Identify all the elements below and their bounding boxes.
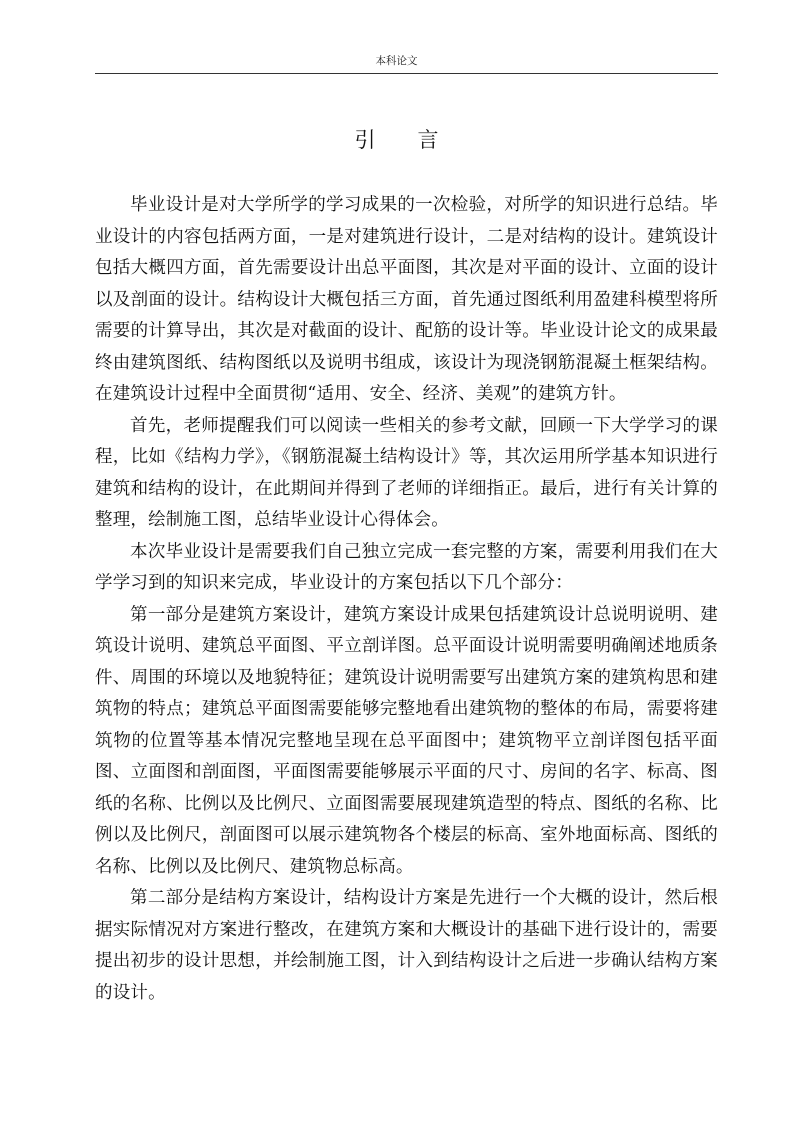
paragraph: 首先，老师提醒我们可以阅读一些相关的参考文献，回顾一下大学学习的课程，比如《结构力学》，《钢筋混凝土结构设计》等，其次运用所学基本知识进行建筑和结构的设计，在此期间并得到了老师的详细指正。最后，进行有关计算的整理，绘制施工图，总结毕业设计心得体会。 (95, 415, 718, 530)
paragraph: 第一部分是建筑方案设计，建筑方案设计成果包括建筑设计总说明说明、建筑设计说明、建筑总平面图、平立剖详图。总平面设计说明需要明确阐述地质条件、周围的环境以及地貌特征；建筑设计说明需要写出建筑方案的建筑构思和建筑物的特点；建筑总平面图需要能够完整地看出建筑物的整体的布局，需要将建筑物的位置等基本情况完整地呈现在总平面图中；建筑物平立剖详图包括平面图、立面图和剖面图，平面图需要能够展示平面的尺寸、房间的名字、标高、图纸的名称、比例以及比例尺、立面图需要展现建筑造型的特点、图纸的名称、比例以及比例尺，剖面图可以展示建筑物各个楼层的标高、室外地面标高、图纸的名称、比例以及比例尺、建筑物总标高。 (95, 604, 718, 877)
paragraph: 第二部分是结构方案设计，结构设计方案是先进行一个大概的设计，然后根据实际情况对方案进行整改，在建筑方案和大概设计的基础下进行设计的，需要提出初步的设计思想，并绘制施工图，计入到结构设计之后进一步确认结构方案的设计。 (95, 888, 718, 1003)
header-rule (95, 73, 718, 74)
body-text (95, 190, 718, 1009)
paragraph: 本次毕业设计是需要我们自己独立完成一套完整的方案，需要利用我们在大学学习到的知识来完成，毕业设计的方案包括以下几个部分： (95, 541, 718, 593)
section-title: 引言 (354, 128, 481, 152)
paragraph: 毕业设计是对大学所学的学习成果的一次检验，对所学的知识进行总结。毕业设计的内容包括两方面，一是对建筑进行设计，二是对结构的设计。建筑设计包括大概四方面，首先需要设计出总平面图，其次是对平面的设计、立面的设计以及剖面的设计。结构设计大概包括三方面，首先通过图纸利用盈建科模型将所需要的计算导出，其次是对截面的设计、配筋的设计等。毕业设计论文的成果最终由建筑图纸、结构图纸以及说明书组成，该设计为现浇钢筋混凝土框架结构。在建筑设计过程中全面贯彻“适用、安全、经济、美观”的建筑方针。 (95, 195, 718, 404)
running-header: 本科论文 (375, 55, 418, 67)
